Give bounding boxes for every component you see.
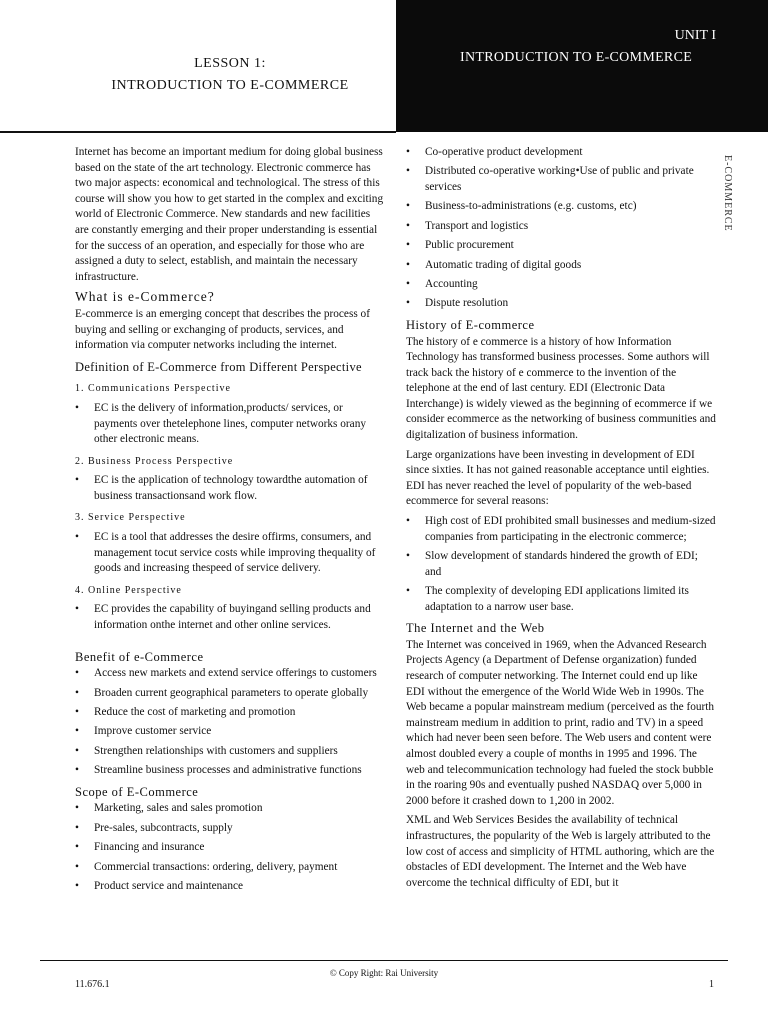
list-item: • Dispute resolution xyxy=(406,296,716,312)
list-item: • Transport and logistics xyxy=(406,219,716,235)
benefit-heading: Benefit of e-Commerce xyxy=(75,649,204,664)
perspective-heading: 4. Online Perspective xyxy=(75,584,182,596)
list-item: • Strengthen relationships with customers and suppliers xyxy=(75,744,385,760)
copyright: © Copy Right: Rai University xyxy=(329,968,439,978)
list-item: • Distributed co-operative working•Use of public and private services xyxy=(406,164,716,195)
list-item: • Reduce the cost of marketing and promotion xyxy=(75,705,385,721)
list-item: • Pre-sales, subcontracts, supply xyxy=(75,821,385,837)
unit-header xyxy=(396,0,768,132)
internet-heading: The Internet and the Web xyxy=(406,621,545,636)
history-paragraph: The history of e commerce is a history of how Information Technology has transformed business processes. Some authors will track back the history of e commerce to the invention of the telephone at the end of last century. EDI (Electronic Data Interchange) is widely viewed as the beginning of ecommerce if we consider ecommerce as the networking of business communities and digitalization of business information. xyxy=(406,335,716,442)
internet-paragraph: XML and Web Services Besides the availability of technical infrastructures, the popularity of the Web is largely attributed to the low cost of access and simplicity of HTML authoring, which are the obstacles of EDI development. The Internet and the Web have overcome the technical difficulty of EDI, but it xyxy=(406,814,715,889)
benefit-list xyxy=(75,666,385,779)
perspective-list xyxy=(75,473,385,504)
right-column xyxy=(406,145,716,895)
left-column xyxy=(75,145,385,901)
unit-title: INTRODUCTION TO E-COMMERCE xyxy=(460,50,693,65)
list-item: • EC is the application of technology towardthe automation of business transactionsand work flow. xyxy=(75,473,385,504)
what-heading: What is e-Commerce? xyxy=(75,289,215,305)
internet-paragraph: The Internet was conceived in 1969, when the Advanced Research Projects Agency (a Department of Defense organization) funded research of computer networking. The Internet could end up like EDI without the emergence of the World Wide Web in 1990s. The Web became a popular mainstream medium (perceived as the fourth mainstream medium in addition to print, radio and TV) in a speed which had never been seen before. The Web users and content were almost doubled every a couple of months in 1995 and 1996. The web and telecommunication technology had fueled the stock bubble in the roaring 90s and eventually pushed NASDAQ over 5,000 in 2000 before it crashed down to 1,200 in 2002. xyxy=(406,638,715,807)
perspective-heading: 1. Communications Perspective xyxy=(75,383,231,395)
list-item: • Broaden current geographical parameters to operate globally xyxy=(75,686,385,702)
what-paragraph: E-commerce is an emerging concept that describes the process of buying and selling or exchanging of products, services, and information via computer networks including the internet. xyxy=(75,307,370,352)
perspective-list xyxy=(75,401,385,448)
scope-list-continued xyxy=(406,145,716,312)
perspective-heading: 2. Business Process Perspective xyxy=(75,455,234,467)
list-item: • The complexity of developing EDI applications limited its adaptation to a narrow user base. xyxy=(406,584,716,615)
scope-heading: Scope of E-Commerce xyxy=(75,784,199,799)
course-code: 11.676.1 xyxy=(75,979,110,990)
list-item: • Commercial transactions: ordering, delivery, payment xyxy=(75,860,385,876)
lesson-subtitle: INTRODUCTION TO E-COMMERCE xyxy=(111,78,349,93)
reasons-list xyxy=(406,514,716,615)
list-item: • Improve customer service xyxy=(75,724,385,740)
list-item: • Slow development of standards hindered the growth of EDI; and xyxy=(406,549,716,580)
perspective-list xyxy=(75,530,385,577)
list-item: • Product service and maintenance xyxy=(75,879,385,895)
list-item: • EC provides the capability of buyingand selling products and information onthe internet and other online services. xyxy=(75,602,385,633)
scope-list xyxy=(75,801,385,894)
list-item: • Access new markets and extend service offerings to customers xyxy=(75,666,385,682)
lesson-title: LESSON 1: xyxy=(194,56,266,71)
perspective-list xyxy=(75,602,385,633)
list-item: • Business-to-administrations (e.g. customs, etc) xyxy=(406,199,716,215)
unit-label: UNIT I xyxy=(674,28,716,43)
intro-paragraph: Internet has become an important medium for doing global business based on the state of the art technology. Electronic commerce has two major aspects: economical and technological. The stress of this course will show you how to get started in the complex and exciting world of Electronic Commerce. New standards and new facilities are constantly emerging and their proper understanding is essential for the success of an operation, and especially for those who are assigned a duty to select, establish, and maintain the necessary infrastructure. xyxy=(75,146,384,283)
history-heading: History of E-commerce xyxy=(406,317,535,332)
list-item: • Co-operative product development xyxy=(406,145,716,161)
list-item: • EC is a tool that addresses the desire offirms, consumers, and management tocut service costs while improving thequality of goods and increasing thespeed of service delivery. xyxy=(75,530,385,577)
lesson-header xyxy=(0,0,396,132)
list-item: • Marketing, sales and sales promotion xyxy=(75,801,385,817)
list-item: • Public procurement xyxy=(406,238,716,254)
footer-rule xyxy=(40,960,728,961)
list-item: • EC is the delivery of information,products/ services, or payments over thetelephone lines, computer networks orany other electronic means. xyxy=(75,401,385,448)
list-item: • Automatic trading of digital goods xyxy=(406,258,716,274)
page-number: 1 xyxy=(709,979,714,990)
header-rule xyxy=(0,131,396,133)
list-item: • Financing and insurance xyxy=(75,840,385,856)
perspective-heading: 3. Service Perspective xyxy=(75,512,186,524)
list-item: • Streamline business processes and administrative functions xyxy=(75,763,385,779)
list-item: • Accounting xyxy=(406,277,716,293)
side-label: E-COMMERCE xyxy=(722,155,733,232)
history-paragraph: Large organizations have been investing in development of EDI since sixties. It has not gained reasonable acceptance until eighties. EDI has never reached the level of popularity of the web-based ecommerce for several reasons: xyxy=(406,448,710,508)
list-item: • High cost of EDI prohibited small businesses and medium-sized companies from participating in the electronic commerce; xyxy=(406,514,716,545)
definition-heading: Definition of E-Commerce from Different Perspective xyxy=(75,359,362,374)
